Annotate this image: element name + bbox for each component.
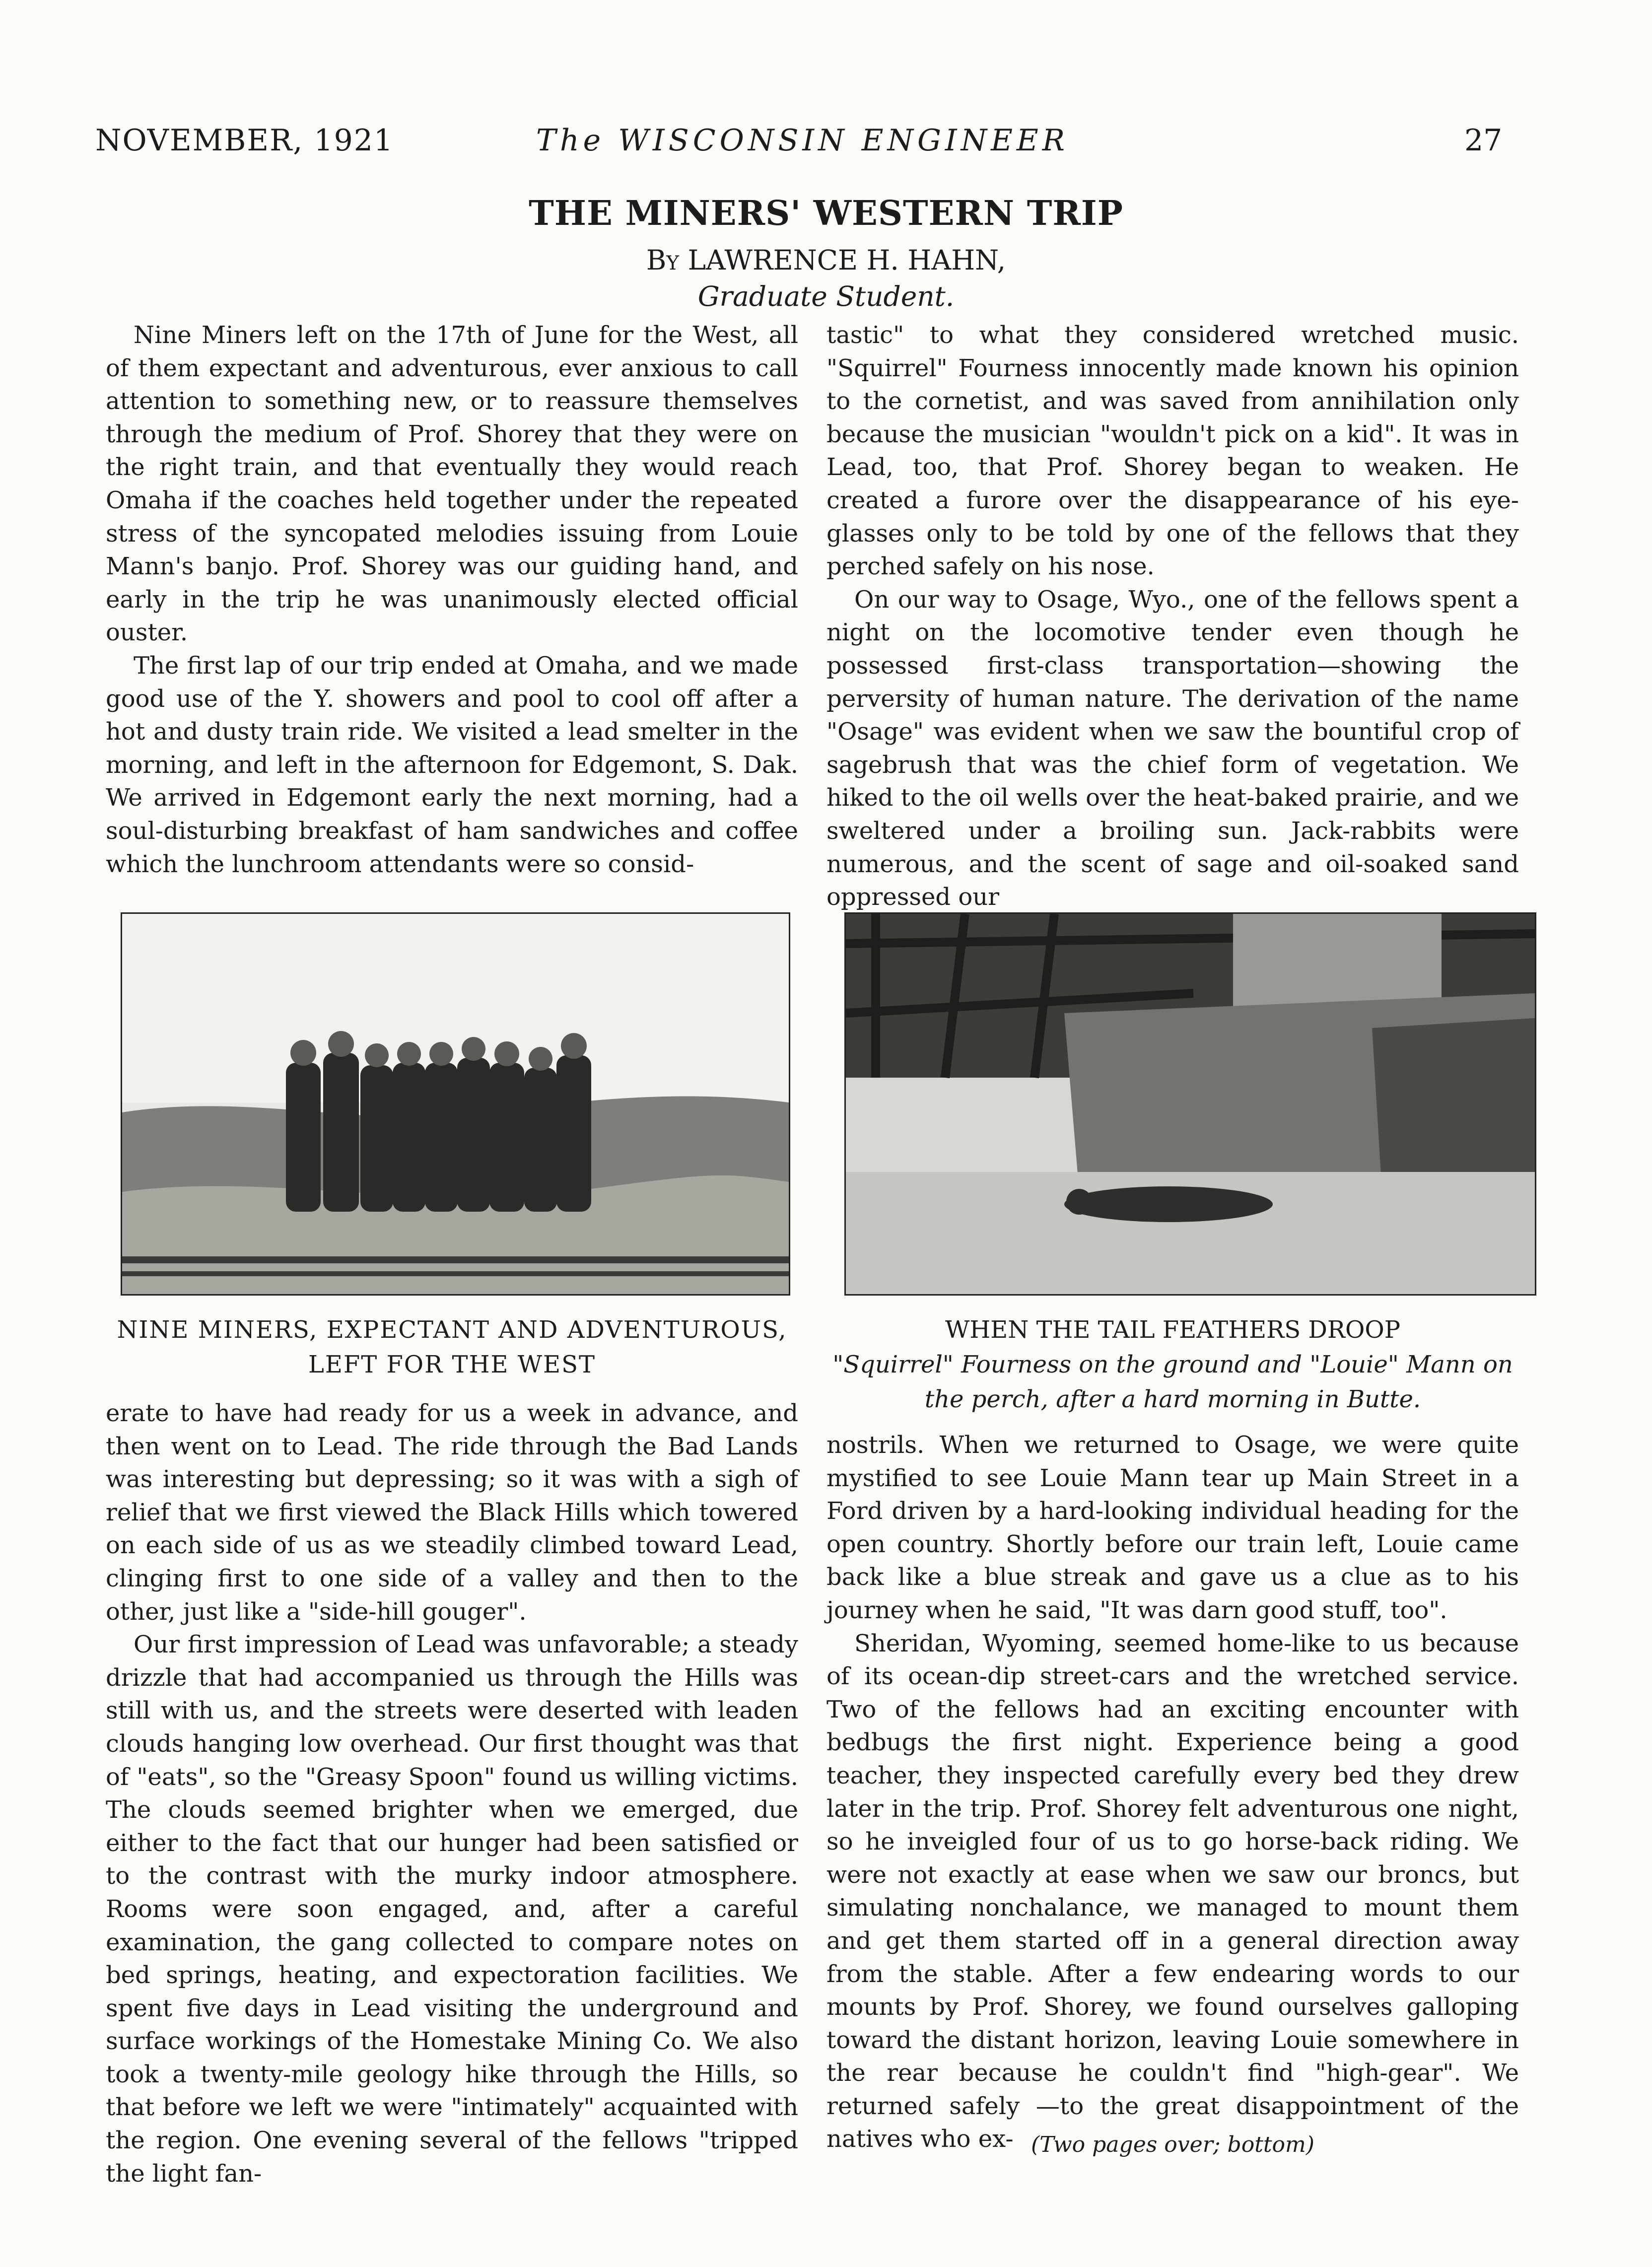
journal-title: The WISCONSIN ENGINEER bbox=[536, 123, 1069, 158]
paragraph: On our way to Osage, Wyo., one of the fellows spent a night on the locomotive tender even though he possessed first-class transportation—showing the perversity of human nature. The derivation of the name "Osage" was evident when we saw the bountiful crop of sagebrush that was the chief form of vegetation. We hiked to the oil wells over the heat-baked prairie, and we sweltered under a broiling sun. Jack-rabbits were numerous, and the scent of sage and oil-soaked sand oppressed our bbox=[826, 585, 1519, 911]
author-affiliation: Graduate Student. bbox=[697, 280, 955, 312]
group-photo-caption: NINE MINERS, EXPECTANT AND ADVENTUROUS, LEFT FOR THE WEST bbox=[117, 1316, 787, 1378]
paragraph: erate to have had ready for us a week in advance, and then went on to Lead. The ride through the Bad Lands was interesting but depressing; so it was with a sigh of relief that we first viewed the Black Hills which towered on each side of us as we steadily climbed toward Lead, clinging first to one side of a valley and then to the other, just like a "side-hill gouger". bbox=[106, 1399, 798, 1626]
continuation-note: (Two pages over; bottom) bbox=[1031, 2132, 1314, 2157]
paragraph: The first lap of our trip ended at Omaha, and we made good use of the Y. showers and pool to cool off after a hot and dusty train ride. We visited a lead smelter in the morning, and left in the afternoon for Edgemont, S. Dak. We arrived in Edgemont early the next morning, had a soul-disturbing breakfast of ham sandwiches and coffee which the lunchroom attendants were so consid- bbox=[106, 651, 798, 878]
paragraph: Sheridan, Wyoming, seemed home-like to us because of its ocean-dip street-cars and the wretched service. Two of the fellows had an exciting encounter with bedbugs the first night. Experience being a good teacher, they inspected carefully every bed they drew later in the trip. Prof. Shorey felt adventurous one night, so he inveigled four of us to go horse-back riding. We were not exactly at ease when we saw our broncs, but simulating nonchalance, we managed to mount them and get them started off in a general direction away from the stable. After a few endearing words to our mounts by Prof. Shorey, we found ourselves galloping toward the distant horizon, leaving Louie somewhere in the rear because he couldn't find "high-gear". We returned safely —to the great disappointment of the natives who ex- bbox=[826, 1629, 1519, 2153]
caption-text: "Squirrel" Fourness on the ground and "Louie" Mann on the perch, after a hard morning in Butte. bbox=[832, 1351, 1513, 1413]
column-1 bbox=[106, 319, 798, 881]
paragraph: Nine Miners left on the 17th of June for the West, all of them expectant and adventurous, ever anxious to call attention to something new, or to reassure themselves through the medium of Prof. Shorey that they were on the right train, and that eventually they would reach Omaha if the coaches held together under the repeated stress of the syncopated melodies issuing from Louie Mann's banjo. Prof. Shorey was our guiding hand, and early in the trip he was unanimously elected official ouster. bbox=[106, 321, 798, 647]
column-2 bbox=[826, 319, 1519, 914]
issue-date: NOVEMBER, 1921 bbox=[95, 123, 394, 158]
trestle-photo bbox=[844, 912, 1536, 1296]
column-4 bbox=[826, 1429, 1519, 2156]
page-number: 27 bbox=[1464, 123, 1503, 158]
column-3 bbox=[106, 1397, 798, 2188]
running-head bbox=[0, 123, 1652, 173]
trestle-photo-caption bbox=[826, 1312, 1519, 1417]
article-title: THE MINERS' WESTERN TRIP bbox=[529, 194, 1123, 233]
article-byline: By LAWRENCE H. HAHN, bbox=[646, 244, 1006, 276]
paragraph: tastic" to what they considered wretched music. "Squirrel" Fourness innocently made known his opinion to the cornetist, and was saved from annihilation only because the musician "wouldn't pick on a kid". It was in Lead, too, that Prof. Shorey began to weaken. He created a furore over the disappearance of his eye-glasses only to be told by one of the fellows that they perched safely on his nose. bbox=[826, 321, 1519, 581]
paragraph: nostrils. When we returned to Osage, we were quite mystified to see Louie Mann tear up Main Street in a Ford driven by a hard-looking individual heading for the open country. Shortly before our train left, Louie came back like a blue streak and gave us a clue as to his journey when he said, "It was darn good stuff, too". bbox=[826, 1431, 1519, 1624]
caption-title: WHEN THE TAIL FEATHERS DROOP bbox=[945, 1316, 1400, 1344]
paragraph: Our first impression of Lead was unfavorable; a steady drizzle that had accompanied us through the Hills was still with us, and the streets were deserted with leaden clouds hanging low overhead. Our first thought was that of "eats", so the "Greasy Spoon" found us willing victims. The clouds seemed brighter when we emerged, due either to the fact that our hunger had been satisfied or to the contrast with the murky indoor atmosphere. Rooms were soon engaged, and, after a careful examination, the gang collected to compare notes on bed springs, heating, and expectoration facilities. We spent five days in Lead visiting the underground and surface workings of the Homestake Mining Co. We also took a twenty-mile geology hike through the Hills, so that before we left we were "intimately" acquainted with the region. One evening several of the fellows "tripped the light fan- bbox=[106, 1631, 798, 2188]
group-photo bbox=[121, 912, 790, 1296]
